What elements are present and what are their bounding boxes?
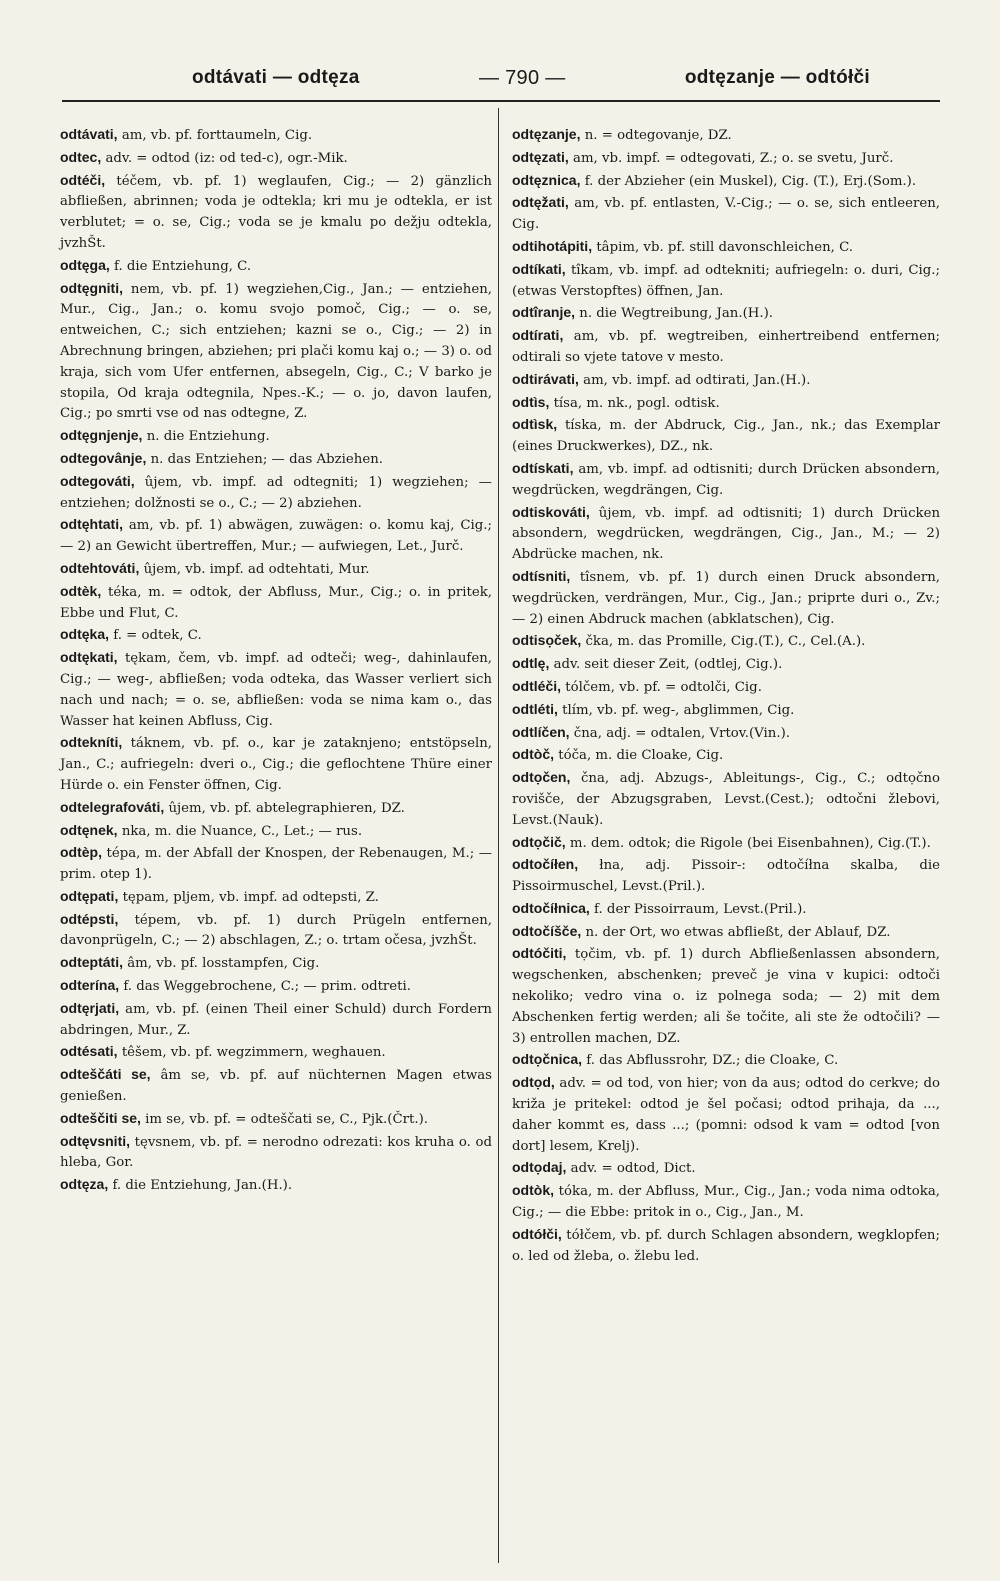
- entry-definition: am, vb. pf. 1) abwägen, zuwägen: o. komu kaj, Cig.; — 2) an Gewicht übertreffen, Mur.; — aufwiegen, Let., Jurč.: [60, 518, 492, 555]
- entry-definition: ûjem, vb. impf. ad odtehtati, Mur.: [143, 561, 370, 577]
- dictionary-entry: [60, 952, 492, 975]
- entry-headword: odtęrjati,: [60, 999, 120, 1016]
- dictionary-entry: [60, 255, 492, 278]
- entry-headword: odtec,: [60, 148, 102, 165]
- dictionary-entry: [512, 1072, 940, 1157]
- entry-headword: odtîranje,: [512, 304, 576, 321]
- header-right-guide-words: odtęzanje — odtółči: [684, 67, 870, 88]
- dictionary-entry: [512, 898, 940, 921]
- entry-headword: odteščáti se,: [60, 1066, 151, 1083]
- entry-definition: f. das Weggebrochene, C.; — prim. odtreti.: [123, 979, 411, 995]
- dictionary-entry: [512, 147, 940, 170]
- entry-definition: tlím, vb. pf. weg-, abglimmen, Cig.: [562, 702, 795, 718]
- dictionary-entry: [60, 1041, 492, 1064]
- dictionary-entry: [512, 236, 940, 259]
- entry-definition: tépa, m. der Abfall der Knospen, der Rebenaugen, M.; — prim. otep 1).: [60, 846, 492, 883]
- entry-definition: am, vb. pf. forttaumeln, Cig.: [121, 128, 313, 143]
- entry-definition: im se, vb. pf. = odteščati se, C., Pjk.(Črt.).: [145, 1111, 428, 1127]
- entry-headword: odtehtováti,: [60, 559, 140, 576]
- entry-definition: n. die Entziehung.: [146, 429, 270, 445]
- dictionary-entry: [60, 732, 492, 796]
- entry-headword: odtęzati,: [512, 148, 569, 165]
- dictionary-entry: [60, 278, 492, 426]
- column-divider: [498, 108, 499, 1563]
- entry-headword: odtihotápiti,: [512, 237, 593, 254]
- entry-headword: odterína,: [60, 977, 120, 994]
- entry-definition: tâpim, vb. pf. still davonschleichen, C.: [596, 239, 854, 255]
- dictionary-entry: [512, 699, 940, 722]
- entry-definition: nka, m. die Nuance, C., Let.; — rus.: [121, 823, 363, 839]
- dictionary-entry: [512, 302, 940, 325]
- entry-definition: tępam, pljem, vb. impf. ad odtepsti, Z.: [122, 889, 379, 905]
- dictionary-entry: [512, 1049, 940, 1072]
- entry-headword: odtekníti,: [60, 734, 123, 751]
- dictionary-entry: [60, 797, 492, 820]
- entry-headword: odtęhtati,: [60, 516, 123, 533]
- entry-headword: odtépsti,: [60, 910, 119, 927]
- dictionary-entry: [512, 744, 940, 767]
- entry-headword: odtọdaj,: [512, 1159, 567, 1176]
- page-header: [62, 58, 940, 98]
- entry-headword: odtòč,: [512, 746, 554, 763]
- entry-headword: odtòk,: [512, 1182, 554, 1199]
- dictionary-entry: [60, 514, 492, 558]
- entry-headword: odtèp,: [60, 844, 102, 861]
- entry-definition: m. dem. odtok; die Rigole (bei Eisenbahnen), Cig.(T.).: [569, 835, 931, 851]
- entry-definition: ûjem, vb. impf. ad odtisniti; 1) durch Drücken absondern, wegdrücken, wegdrängen, Cig., Jan., M.; — 2) Abdrücke machen, nk.: [512, 505, 941, 563]
- dictionary-entry: [512, 124, 940, 147]
- dictionary-entry: [512, 392, 940, 415]
- dictionary-entry: [60, 147, 492, 170]
- entry-headword: odteščiti se,: [60, 1109, 141, 1126]
- entry-headword: odtísniti,: [512, 567, 571, 584]
- entry-headword: odtìsk,: [512, 416, 558, 433]
- dictionary-entry: [512, 943, 940, 1049]
- dictionary-entry: [60, 558, 492, 581]
- entry-headword: odtočíłnica,: [512, 899, 590, 916]
- dictionary-entry: [60, 647, 492, 732]
- dictionary-entry: [512, 566, 940, 630]
- entry-definition: tîkam, vb. impf. ad odtekniti; aufriegeln: o. duri, Cig.; (etwas Verstopftes) öffnen, Jan.: [512, 262, 940, 299]
- dictionary-entry: [60, 998, 492, 1042]
- entry-definition: ûjem, vb. impf. ad odtegniti; 1) wegziehen; — entziehen; dolžnosti se o., C.; — 2) abziehen.: [60, 474, 492, 511]
- dictionary-entry: [60, 425, 492, 448]
- entry-definition: f. die Entziehung, Jan.(H.).: [112, 1178, 293, 1194]
- entry-headword: odtlę,: [512, 655, 550, 672]
- dictionary-entry: [512, 458, 940, 502]
- entry-headword: odtęznica,: [512, 171, 581, 188]
- entry-definition: téčem, vb. pf. 1) weglaufen, Cig.; — 2) gänzlich abfließen, abrinnen; voda je odtekla; kri mu je odtekla, er ist verblutet; = o. se, Cig.; voda se je kmalu po dežju odtekla, jvzhŠt.: [60, 173, 492, 251]
- dictionary-entry: [60, 581, 492, 625]
- entry-definition: čna, adj. = odtalen, Vrtov.(Vin.).: [573, 725, 790, 741]
- dictionary-entry: [512, 369, 940, 392]
- entry-definition: am, vb. pf. wegtreiben, einhertreibend entfernen; odtirali so vjete tatove v mesto.: [512, 329, 940, 365]
- entry-definition: táknem, vb. pf. o., kar je zataknjeno; entstöpseln, Jan., C.; aufriegeln: dveri o., Cig.; die geflochtene Thüre einer Hürde o. ein Fenster öffnen, Cig.: [60, 736, 492, 793]
- entry-definition: n. der Ort, wo etwas abfließt, der Ablauf, DZ.: [585, 924, 891, 940]
- entry-headword: odtọčen,: [512, 769, 571, 786]
- dictionary-entry: [512, 722, 940, 745]
- entry-definition: n. das Entziehen; — das Abziehen.: [150, 451, 384, 467]
- entry-definition: f. das Abflussrohr, DZ.; die Cloake, C.: [586, 1053, 839, 1069]
- dictionary-entry: [512, 1224, 940, 1268]
- entry-definition: f. der Pissoirraum, Levst.(Pril.).: [594, 901, 807, 917]
- dictionary-entry: [60, 448, 492, 471]
- entry-definition: f. die Entziehung, C.: [114, 258, 252, 274]
- entry-headword: odtiskováti,: [512, 503, 590, 520]
- entry-definition: téka, m. = odtok, der Abfluss, Mur., Cig.; o. in pritek, Ebbe und Flut, C.: [60, 584, 492, 621]
- entry-definition: am, vb. pf. entlasten, V.-Cig.; — o. se, sich entleeren, Cig.: [512, 196, 940, 233]
- entry-headword: odteptáti,: [60, 954, 123, 971]
- entry-headword: odtęka,: [60, 626, 110, 643]
- entry-headword: odtìs,: [512, 393, 550, 410]
- entry-definition: âm se, vb. pf. auf nüchternen Magen etwas genießen.: [60, 1068, 492, 1105]
- entry-definition: tóka, m. der Abfluss, Mur., Cig., Jan.; voda nima odtoka, Cig.; — die Ebbe: pritok in o., Cig., Jan., M.: [512, 1184, 940, 1221]
- entry-headword: odtískati,: [512, 459, 574, 476]
- dictionary-entry: [60, 886, 492, 909]
- entry-definition: tîsnem, vb. pf. 1) durch einen Druck absondern, wegdrücken, verdrängen, Mur., Cig., Jan.; priprte duri o., Zv.; — 2) einen Abdruck machen (abklatschen), Cig.: [512, 569, 940, 627]
- entry-definition: âm, vb. pf. losstampfen, Cig.: [127, 956, 320, 972]
- entry-definition: têšem, vb. pf. wegzimmern, weghauen.: [121, 1045, 386, 1061]
- entry-definition: tépem, vb. pf. 1) durch Prügeln entfernen, davonprügeln, C.; — 2) abschlagen, Z.; o. trtam očesa, jvzhŠt.: [60, 912, 492, 949]
- dictionary-entry: [512, 1157, 940, 1180]
- entry-definition: nem, vb. pf. 1) wegziehen,Cig., Jan.; — entziehen, Mur., Cig., Jan.; o. komu svojo pomoč, Cig.; — o. se, entweichen, C.; sich entziehen; kazni se o., Cig.; — 2) in Abrechnung bringen, abziehen; pri plači komu kaj o.; — 3) o. od kraja, sich vom Ufer entfernen, absegeln, Cig., C.; V barko je stopila, Od kraja odtegnila, Npes.-K.; — o. jo, davon laufen, Cig.; po smrti vse od nas odtegne, Z.: [60, 281, 492, 422]
- entry-definition: am, vb. impf. ad odtirati, Jan.(H.).: [583, 372, 811, 388]
- entry-headword: odtegováti,: [60, 472, 135, 489]
- entry-definition: tọčim, vb. pf. 1) durch Abfließenlassen absondern, wegschenken, abschenken; preveč je vina v kupici: odtoči nekoliko; vedro vina o. iz polnega soda; — 2) mit dem Abschenken fertig werden; ali še točite, ali ste že odtočili? — 3) entrollen machen, DZ.: [512, 947, 941, 1046]
- dictionary-entry: [512, 767, 940, 831]
- entry-definition: adv. seit dieser Zeit, (odtlej, Cig.).: [553, 657, 783, 673]
- entry-headword: odtočíłen,: [512, 856, 579, 873]
- entry-headword: odtésati,: [60, 1043, 118, 1060]
- entry-headword: odtółči,: [512, 1225, 562, 1242]
- dictionary-entry: [60, 1064, 492, 1108]
- entry-definition: f. der Abzieher (ein Muskel), Cig. (T.), Erj.(Som.).: [584, 173, 917, 189]
- dictionary-entry: [512, 1180, 940, 1224]
- dictionary-entry: [60, 124, 492, 147]
- entry-definition: n. = odtegovanje, DZ.: [584, 128, 732, 143]
- entry-definition: tóča, m. die Cloake, Cig.: [558, 748, 724, 764]
- entry-headword: odtéči,: [60, 171, 106, 188]
- entry-definition: adv. = odtod (iz: od ted-c), ogr.-Mik.: [105, 150, 348, 166]
- dictionary-entry: [60, 624, 492, 647]
- dictionary-entry: [60, 471, 492, 515]
- entry-headword: odtęvsniti,: [60, 1132, 131, 1149]
- dictionary-entry: [60, 1131, 492, 1175]
- entry-headword: odtisọček,: [512, 632, 582, 649]
- entry-definition: tękam, čem, vb. impf. ad odteči; weg-, dahinlaufen, Cig.; — weg-, abfließen; voda odteka, das Wasser verliert sich nach und nach; = o. se, abfließen: voda se nima kam o., das Wasser hat keinen Abfluss, Cig.: [60, 651, 492, 729]
- dictionary-entry: [60, 975, 492, 998]
- entry-definition: čka, m. das Promille, Cig.(T.), C., Cel.(A.).: [585, 634, 866, 650]
- dictionary-entry: [512, 832, 940, 855]
- right-column: [512, 124, 940, 1267]
- entry-definition: tísa, m. nk., pogl. odtisk.: [553, 395, 720, 411]
- entry-headword: odtęza,: [60, 1176, 109, 1193]
- dictionary-entry: [512, 414, 940, 458]
- dictionary-entry: [512, 653, 940, 676]
- entry-headword: odtęzanje,: [512, 126, 581, 142]
- entry-definition: n. die Wegtreibung, Jan.(H.).: [579, 306, 773, 322]
- entry-definition: adv. = od tod, von hier; von da aus; odtod do cerkve; do križa je pritekel: odtod je šel počasi; odtod prihaja, da ..., daher kommt es, dass ...; (pomni: odsod k vam = odtod [von dort] lesem, Krelj).: [512, 1076, 940, 1154]
- entry-definition: adv. = odtod, Dict.: [570, 1161, 696, 1177]
- entry-definition: tólčem, vb. pf. = odtolči, Cig.: [565, 679, 762, 695]
- entry-headword: odtęgnjenje,: [60, 427, 143, 444]
- dictionary-entry: [512, 854, 940, 898]
- header-left-guide-words: odtávati — odtęza: [192, 67, 360, 88]
- page-number: — 790 —: [478, 66, 566, 89]
- entry-definition: tíska, m. der Abdruck, Cig., Jan., nk.; das Exemplar (eines Druckwerkes), DZ., nk.: [512, 418, 940, 455]
- dictionary-entry: [512, 630, 940, 653]
- dictionary-entry: [60, 842, 492, 886]
- entry-headword: odtọčič,: [512, 833, 566, 850]
- entry-definition: tółčem, vb. pf. durch Schlagen absondern, wegklopfen; o. led od žleba, o. žlebu led.: [512, 1227, 940, 1264]
- entry-headword: odtléči,: [512, 677, 562, 694]
- entry-definition: ûjem, vb. pf. abtelegraphieren, DZ.: [168, 800, 405, 816]
- dictionary-entry: [512, 325, 940, 369]
- entry-definition: čna, adj. Abzugs-, Ableitungs-, Cig., C.; odtọčno rovišče, der Abzugsgraben, Levst.(Cest.); odtočni žlebovi, Levst.(Nauk).: [512, 771, 940, 828]
- entry-headword: odtóčiti,: [512, 945, 567, 962]
- entry-definition: łna, adj. Pissoir-: odtočíłna skalba, die Pissoirmuschel, Levst.(Pril.).: [512, 858, 940, 895]
- entry-headword: odtęga,: [60, 256, 110, 273]
- entry-headword: odtọd,: [512, 1074, 555, 1091]
- entry-headword: odtlíčen,: [512, 723, 570, 740]
- entry-headword: odtèk,: [60, 582, 102, 599]
- entry-headword: odtočíšče,: [512, 922, 582, 939]
- dictionary-entry: [60, 820, 492, 843]
- entry-headword: odtęžati,: [512, 194, 569, 211]
- dictionary-entry: [512, 259, 940, 303]
- entry-headword: odtávati,: [60, 126, 118, 142]
- header-rule: [62, 100, 940, 102]
- entry-headword: odtíkati,: [512, 260, 566, 277]
- dictionary-entry: [512, 676, 940, 699]
- entry-headword: odtelegrafováti,: [60, 798, 165, 815]
- entry-definition: f. = odtek, C.: [113, 628, 202, 644]
- dictionary-entry: [60, 170, 492, 255]
- dictionary-entry: [512, 170, 940, 193]
- entry-definition: am, vb. impf. = odtegovati, Z.; o. se svetu, Jurč.: [573, 150, 894, 166]
- entry-headword: odtęnek,: [60, 821, 118, 838]
- entry-definition: am, vb. impf. ad odtisniti; durch Drücken absondern, wegdrücken, wegdrängen, Cig.: [512, 461, 940, 498]
- dictionary-entry: [60, 1174, 492, 1197]
- dictionary-entry: [512, 921, 940, 944]
- entry-headword: odtírati,: [512, 327, 564, 344]
- left-column: [60, 124, 492, 1197]
- entry-definition: tęvsnem, vb. pf. = nerodno odrezati: kos kruha o. od hleba, Gor.: [60, 1134, 492, 1171]
- entry-headword: odtléti,: [512, 700, 558, 717]
- dictionary-entry: [512, 502, 940, 566]
- entry-headword: odtọčnica,: [512, 1051, 583, 1068]
- entry-headword: odtękati,: [60, 649, 118, 666]
- entry-headword: odtępati,: [60, 887, 119, 904]
- dictionary-entry: [512, 192, 940, 236]
- entry-headword: odtirávati,: [512, 370, 579, 387]
- entry-headword: odtęgniti,: [60, 279, 123, 296]
- entry-definition: am, vb. pf. (einen Theil einer Schuld) durch Fordern abdringen, Mur., Z.: [60, 1001, 492, 1038]
- dictionary-entry: [60, 909, 492, 953]
- entry-headword: odtegovânje,: [60, 449, 147, 466]
- dictionary-entry: [60, 1108, 492, 1131]
